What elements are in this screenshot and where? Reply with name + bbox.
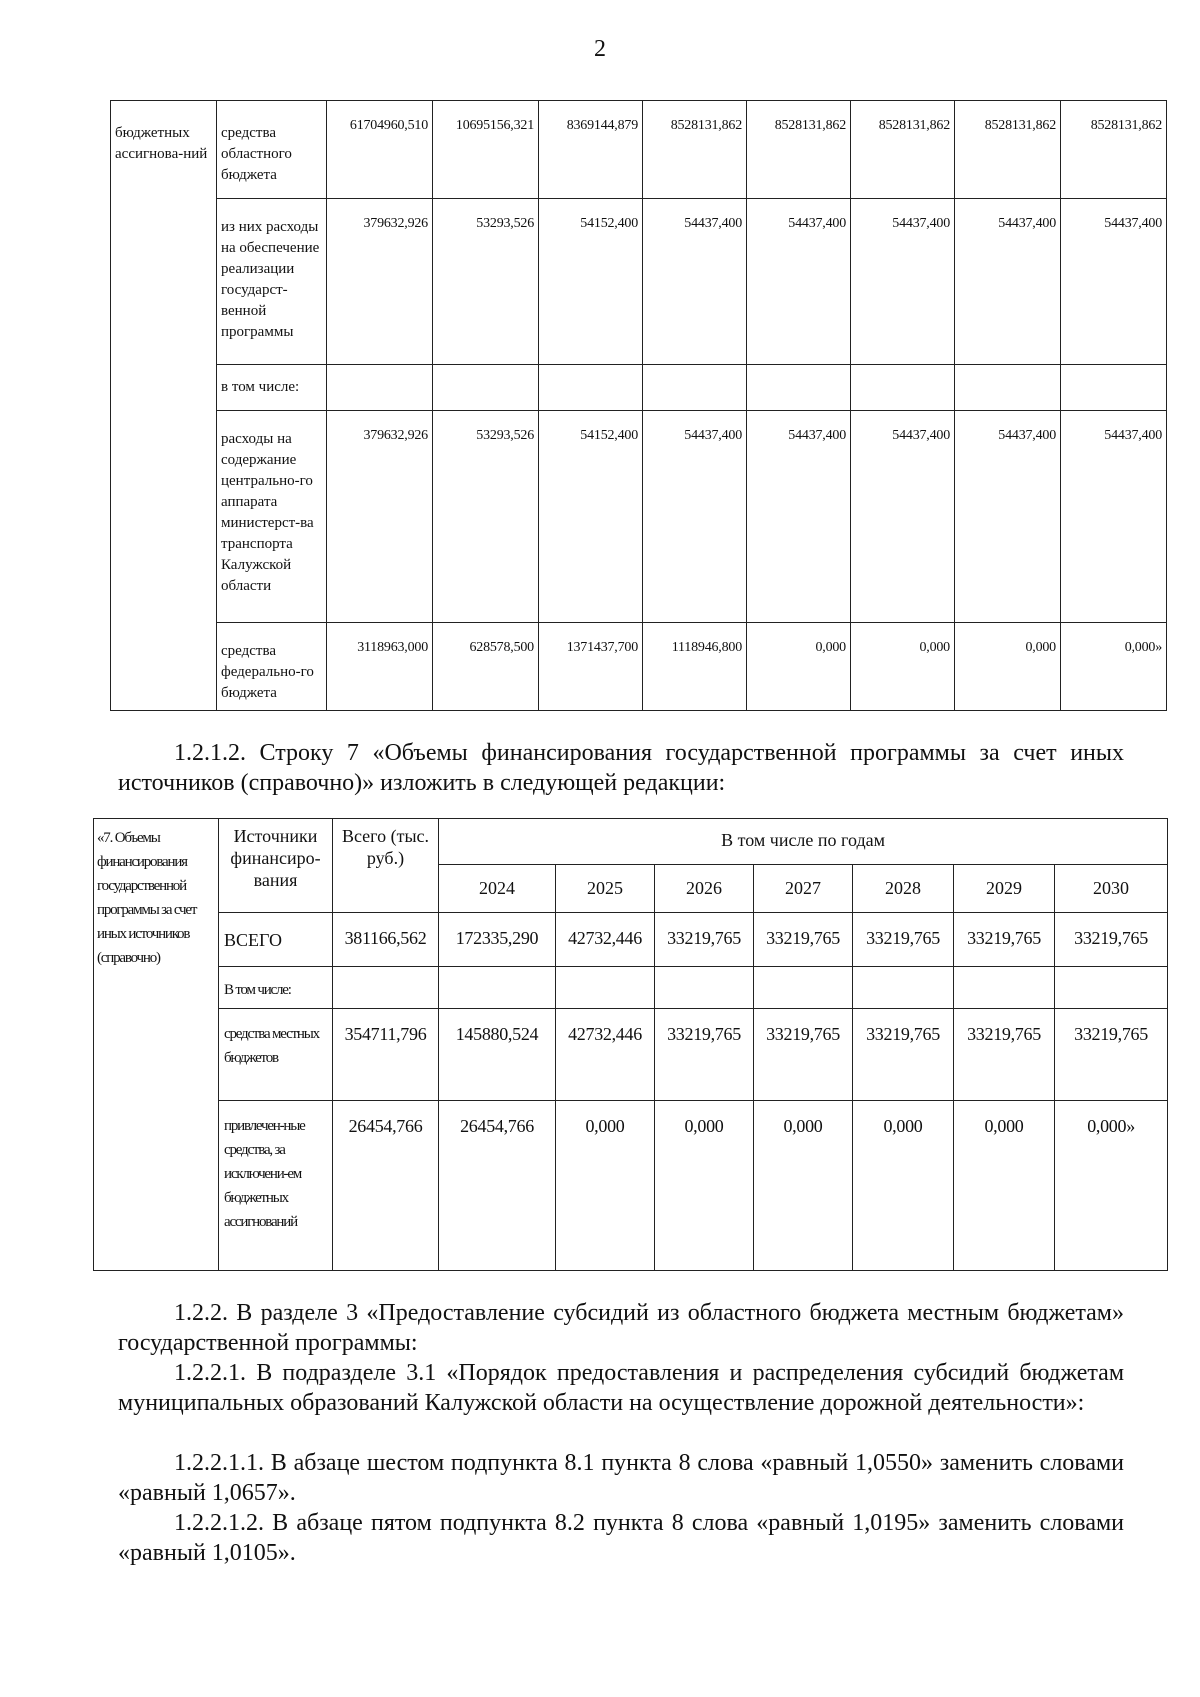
value-cell: 26454,766: [439, 1101, 556, 1271]
value-cell: 172335,290: [439, 913, 556, 967]
value-cell: 1371437,700: [539, 623, 643, 711]
value-cell: 53293,526: [433, 411, 539, 623]
value-cell: 33219,765: [1055, 913, 1168, 967]
other-sources-funding-table: [93, 818, 1168, 1271]
paragraph-1-2-2-1: 1.2.2.1. В подразделе 3.1 «Порядок предоставления и распределения субсидий бюджетам муниципальных образований Калужской области на осуществление дорожной деятельности»:: [118, 1360, 1124, 1416]
value-cell: 54152,400: [539, 411, 643, 623]
header-sources: Источники финансиро-вания: [219, 819, 333, 913]
value-cell: 33219,765: [954, 1009, 1055, 1101]
value-cell: [853, 967, 954, 1009]
header-years-group: В том числе по годам: [439, 819, 1168, 865]
value-cell: [539, 365, 643, 411]
value-cell: 33219,765: [655, 1009, 754, 1101]
value-cell: 8528131,862: [747, 101, 851, 199]
value-cell: 145880,524: [439, 1009, 556, 1101]
value-cell: 54437,400: [851, 199, 955, 365]
value-cell: 0,000»: [1061, 623, 1167, 711]
paragraph-1-2-2: 1.2.2. В разделе 3 «Предоставление субсидий из областного бюджета местным бюджетам» государственной программы:: [118, 1300, 1124, 1356]
year-header: 2027: [754, 865, 853, 913]
year-header: 2028: [853, 865, 954, 913]
row-label: средства местных бюджетов: [219, 1009, 333, 1101]
value-cell: 8369144,879: [539, 101, 643, 199]
table-row: [111, 101, 1167, 199]
year-header: 2029: [954, 865, 1055, 913]
table-row: [94, 967, 1168, 1009]
value-cell: 33219,765: [853, 1009, 954, 1101]
value-cell: [643, 365, 747, 411]
value-cell: [955, 365, 1061, 411]
row-label: привлечен-ные средства, за исключени-ем бюджетных ассигнований: [219, 1101, 333, 1271]
value-cell: 8528131,862: [851, 101, 955, 199]
value-cell: [747, 365, 851, 411]
total-cell: 381166,562: [333, 913, 439, 967]
value-cell: [556, 967, 655, 1009]
table-row: [94, 1009, 1168, 1101]
row-label: из них расходы на обеспечение реализации государст-венной программы: [217, 199, 327, 365]
value-cell: 33219,765: [655, 913, 754, 967]
value-cell: 53293,526: [433, 199, 539, 365]
value-cell: 0,000: [556, 1101, 655, 1271]
header-total: Всего (тыс. руб.): [333, 819, 439, 913]
table-row: [111, 365, 1167, 411]
row-label: средства областного бюджета: [217, 101, 327, 199]
value-cell: [655, 967, 754, 1009]
value-cell: 54437,400: [1061, 199, 1167, 365]
table-row: [94, 913, 1168, 967]
value-cell: 54437,400: [1061, 411, 1167, 623]
funding-table-continued: [110, 100, 1167, 711]
year-header: 2025: [556, 865, 655, 913]
value-cell: 54437,400: [851, 411, 955, 623]
value-cell: 10695156,321: [433, 101, 539, 199]
row-label: в том числе:: [217, 365, 327, 411]
value-cell: 1118946,800: [643, 623, 747, 711]
value-cell: 0,000: [747, 623, 851, 711]
value-cell: [439, 967, 556, 1009]
value-cell: 0,000: [851, 623, 955, 711]
paragraph-1-2-2-1-1: 1.2.2.1.1. В абзаце шестом подпункта 8.1 пункта 8 слова «равный 1,0550» заменить словами «равный 1,0657».: [118, 1450, 1124, 1506]
table-row: [111, 411, 1167, 623]
value-cell: 54152,400: [539, 199, 643, 365]
value-cell: [1055, 967, 1168, 1009]
value-cell: 54437,400: [643, 199, 747, 365]
value-cell: 0,000: [955, 623, 1061, 711]
value-cell: 42732,446: [556, 913, 655, 967]
value-cell: 54437,400: [747, 411, 851, 623]
value-cell: 8528131,862: [955, 101, 1061, 199]
category-cell: бюджетных ассигнова-ний: [111, 101, 217, 711]
value-cell: [1061, 365, 1167, 411]
row-label: В том числе:: [219, 967, 333, 1009]
total-cell: 354711,796: [333, 1009, 439, 1101]
value-cell: 54437,400: [643, 411, 747, 623]
value-cell: 8528131,862: [1061, 101, 1167, 199]
value-cell: [327, 365, 433, 411]
table-row: [111, 199, 1167, 365]
table-row: [94, 1101, 1168, 1271]
value-cell: [754, 967, 853, 1009]
value-cell: 33219,765: [754, 913, 853, 967]
total-cell: 26454,766: [333, 1101, 439, 1271]
value-cell: 8528131,862: [643, 101, 747, 199]
value-cell: 33219,765: [954, 913, 1055, 967]
table-row: [111, 623, 1167, 711]
value-cell: 42732,446: [556, 1009, 655, 1101]
value-cell: 54437,400: [955, 199, 1061, 365]
value-cell: 0,000: [655, 1101, 754, 1271]
year-header: 2026: [655, 865, 754, 913]
page-number: 2: [594, 36, 606, 62]
value-cell: 54437,400: [747, 199, 851, 365]
value-cell: [851, 365, 955, 411]
row-label: ВСЕГО: [219, 913, 333, 967]
value-cell: 3118963,000: [327, 623, 433, 711]
value-cell: 0,000: [954, 1101, 1055, 1271]
value-cell: 0,000: [754, 1101, 853, 1271]
header-row: [94, 819, 1168, 865]
value-cell: [954, 967, 1055, 1009]
value-cell: 628578,500: [433, 623, 539, 711]
value-cell: 0,000: [853, 1101, 954, 1271]
row-title-cell: «7. Объемы финансирования государственной программы за счет иных источников (справочно): [94, 819, 219, 1271]
value-cell: 0,000»: [1055, 1101, 1168, 1271]
value-cell: 33219,765: [853, 913, 954, 967]
value-cell: [433, 365, 539, 411]
year-header: 2024: [439, 865, 556, 913]
value-cell: 379632,926: [327, 411, 433, 623]
value-cell: 33219,765: [754, 1009, 853, 1101]
row-label: средства федерально-го бюджета: [217, 623, 327, 711]
value-cell: 379632,926: [327, 199, 433, 365]
total-cell: [333, 967, 439, 1009]
value-cell: 33219,765: [1055, 1009, 1168, 1101]
paragraph-1-2-2-1-2: 1.2.2.1.2. В абзаце пятом подпункта 8.2 пункта 8 слова «равный 1,0195» заменить словами «равный 1,0105».: [118, 1510, 1124, 1566]
year-header: 2030: [1055, 865, 1168, 913]
paragraph-1-2-1-2: 1.2.1.2. Строку 7 «Объемы финансирования государственной программы за счет иных источников (справочно)» изложить в следующей редакции:: [118, 740, 1124, 796]
value-cell: 61704960,510: [327, 101, 433, 199]
row-label: расходы на содержание центрально-го аппарата министерст-ва транспорта Калужской области: [217, 411, 327, 623]
value-cell: 54437,400: [955, 411, 1061, 623]
